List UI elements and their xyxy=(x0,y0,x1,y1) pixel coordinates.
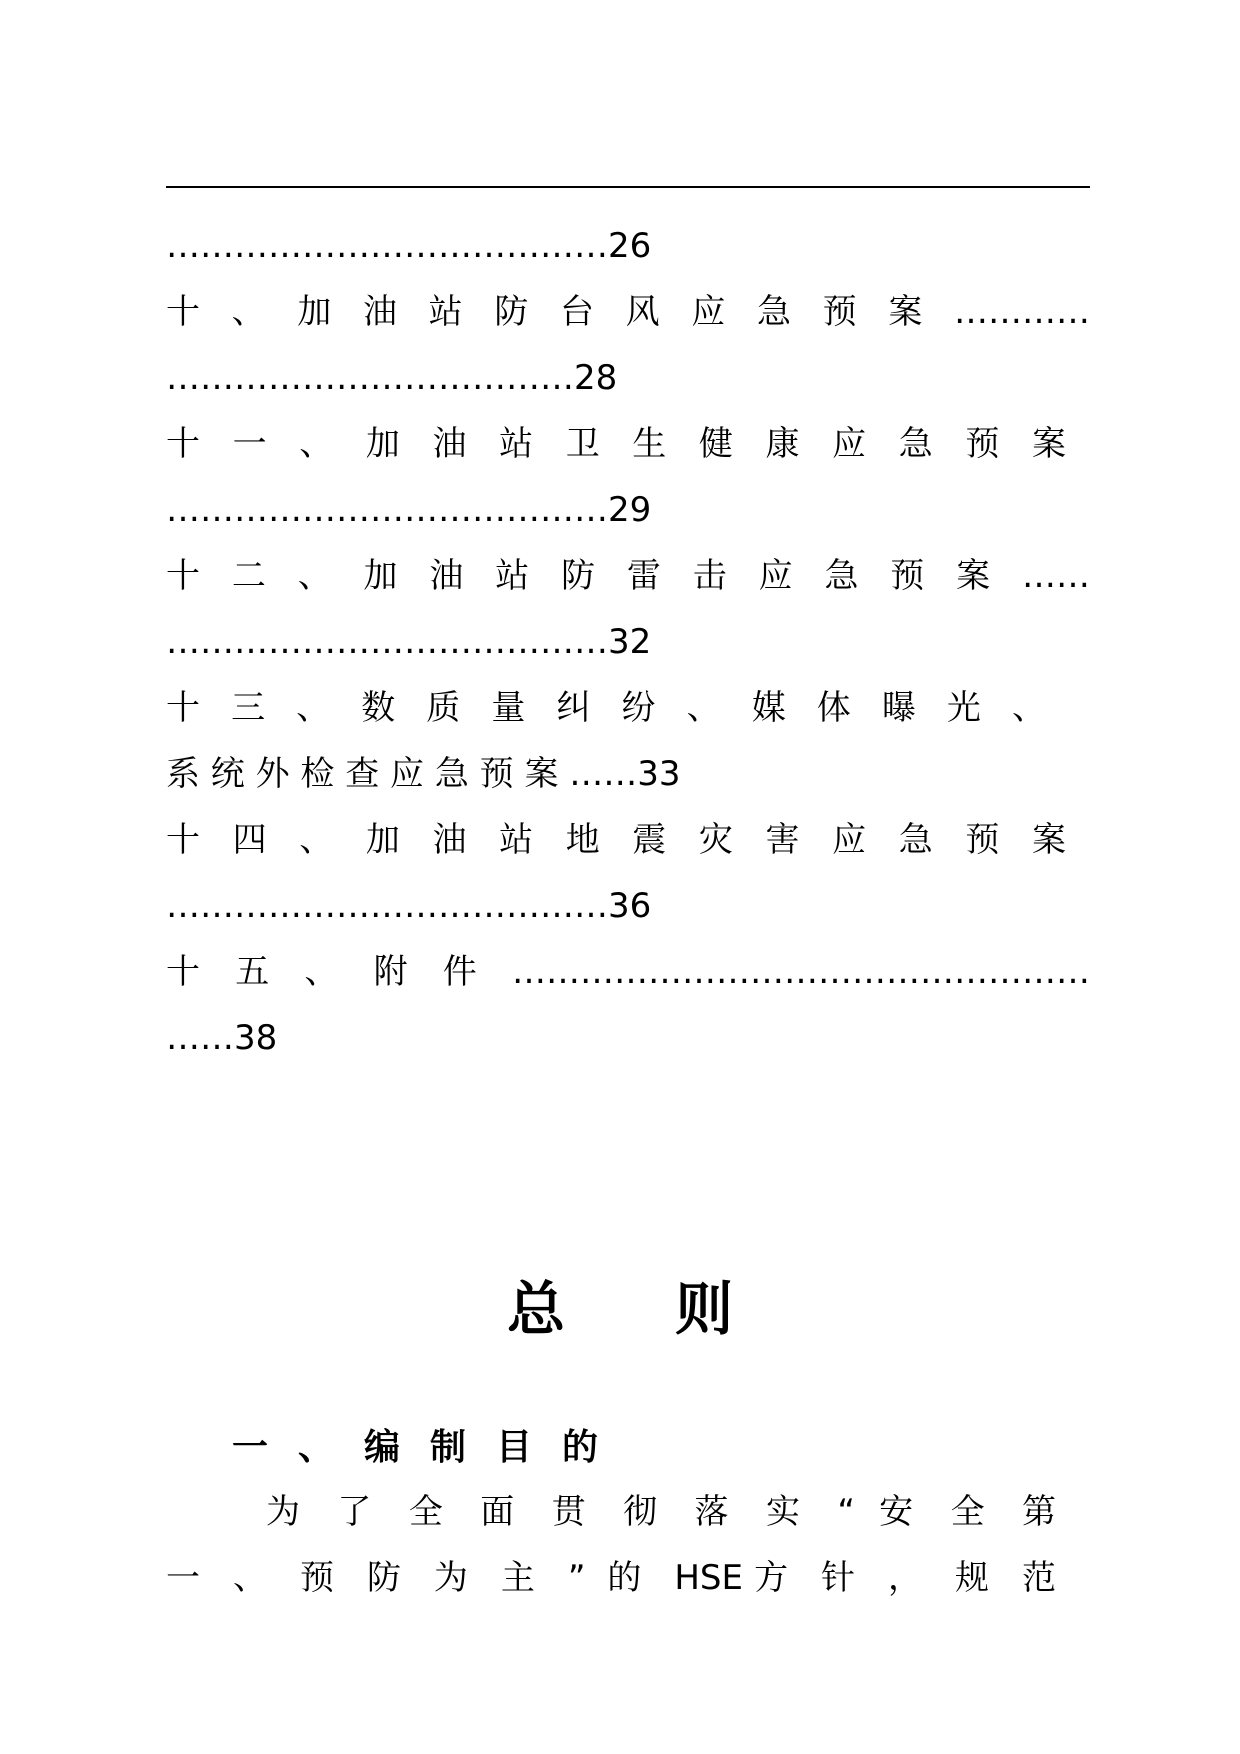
toc-entry-13-page: 系 统 外 检 查 应 急 预 案 ……33 xyxy=(166,754,681,794)
toc-entry-15-page: ……38 xyxy=(166,1018,278,1058)
toc-entry-14: 十 四 、 加 油 站 地 震 灾 害 应 急 预 案 xyxy=(166,820,1066,860)
toc-entry-10: 十 、 加 油 站 防 台 风 应 急 预 案 ………… xyxy=(166,292,1090,332)
toc-entry-11: 十 一 、 加 油 站 卫 生 健 康 应 急 预 案 xyxy=(166,424,1066,464)
chapter-title: 总则 xyxy=(506,1275,843,1343)
toc-entry-11-page: …………………………………29 xyxy=(166,490,652,530)
section-heading: 一、编制目的 xyxy=(232,1427,629,1468)
toc-entry-13: 十 三 、 数 质 量 纠 纷 、 媒 体 曝 光 、 xyxy=(166,688,1046,728)
toc-entry-10-page: ………………………………28 xyxy=(166,358,618,398)
paragraph-line: 为 了 全 面 贯 彻 落 实 “ 安 全 第 xyxy=(266,1492,1056,1532)
toc-entry-12-page: …………………………………32 xyxy=(166,622,652,662)
toc-entry-12: 十 二 、 加 油 站 防 雷 击 应 急 预 案 …… xyxy=(166,556,1090,596)
toc-entry-14-page: …………………………………36 xyxy=(166,886,652,926)
toc-line-continuation: …………………………………26 xyxy=(166,226,652,266)
toc-entry-15: 十 五 、 附 件 …………………………………………… xyxy=(166,952,1090,992)
header-rule xyxy=(166,186,1090,188)
paragraph-line: 一 、 预 防 为 主 ” 的 HSE方 针 ， 规 范 xyxy=(166,1558,1056,1598)
